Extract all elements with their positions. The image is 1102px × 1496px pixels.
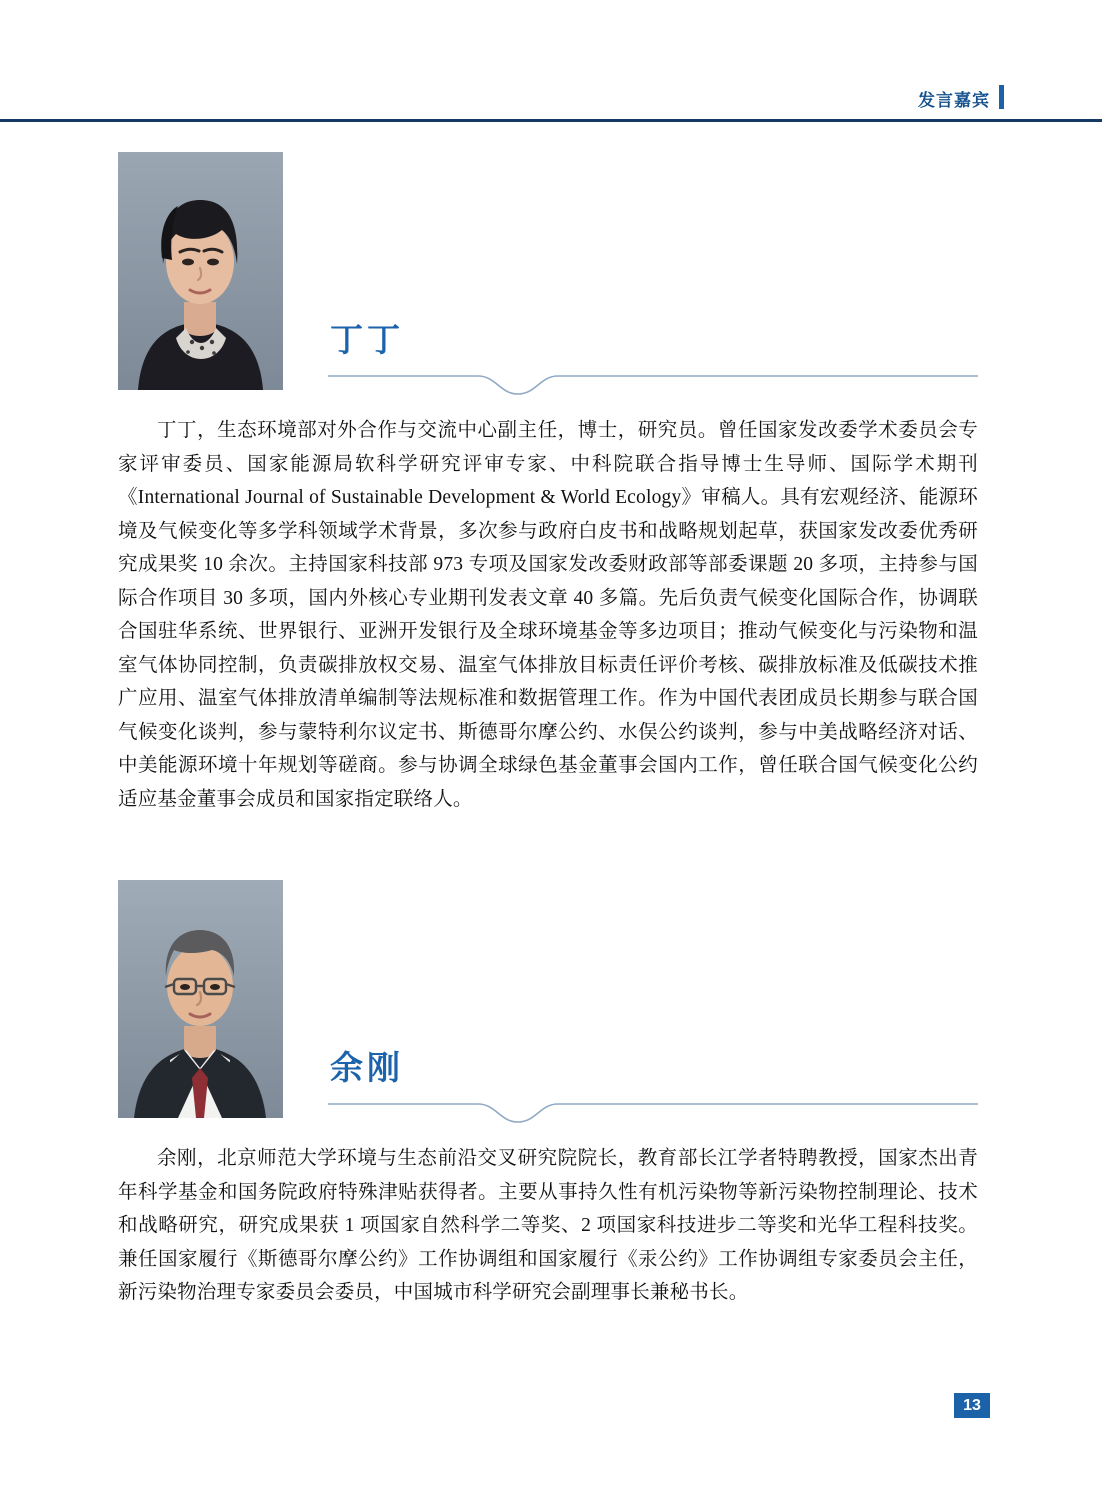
name-divider — [328, 374, 978, 396]
header-accent-tick — [999, 85, 1004, 109]
avatar — [118, 880, 283, 1118]
avatar — [118, 152, 283, 390]
speaker-name: 丁丁 — [330, 321, 404, 358]
speaker-bio: 丁丁，生态环境部对外合作与交流中心副主任，博士，研究员。曾任国家发改委学术委员会专家评审委员、国家能源局软科学研究评审专家、中科院联合指导博士生导师、国际学术期刊《International Journal of Sustainable Development & World Ecology》审稿人。具有宏观经济、能源环境及气候变化等多学科领域学术背景，多次参与政府白皮书和战略规划起草，获国家发改委优秀研究成果奖 10 余次。主持国家科技部 973 专项及国家发改委财政部等部委课题 20 多项，主持参与国际合作项目 30 多项，国内外核心专业期刊发表文章 40 多篇。先后负责气候变化国际合作，协调联合国驻华系统、世界银行、亚洲开发银行及全球环境基金等多边项目；推动气候变化与污染物和温室气体协同控制，负责碳排放权交易、温室气体排放目标责任评价考核、碳排放标准及低碳技术推广应用、温室气体排放清单编制等法规标准和数据管理工作。作为中国代表团成员长期参与联合国气候变化谈判，参与蒙特利尔议定书、斯德哥尔摩公约、水俣公约谈判，参与中美战略经济对话、中美能源环境十年规划等磋商。参与协调全球绿色基金董事会国内工作，曾任联合国气候变化公约适应基金董事会成员和国家指定联络人。 — [118, 420, 978, 810]
name-divider — [328, 1102, 978, 1124]
section-title: 发言嘉宾 — [918, 91, 990, 110]
page-number: 13 — [954, 1393, 990, 1418]
speaker-bio: 余刚，北京师范大学环境与生态前沿交叉研究院院长，教育部长江学者特聘教授，国家杰出青年科学基金和国务院政府特殊津贴获得者。主要从事持久性有机污染物等新污染物控制理论、技术和战略研究，研究成果获 1 项国家自然科学二等奖、2 项国家科技进步二等奖和光华工程科技奖。兼任国家履行《斯德哥尔摩公约》工作协调组和国家履行《汞公约》工作协调组专家委员会主任，新污染物治理专家委员会委员，中国城市科学研究会副理事长兼秘书长。 — [118, 1148, 978, 1303]
header-rule — [0, 119, 1102, 122]
page-header — [0, 86, 1102, 126]
speaker-name: 余刚 — [330, 1049, 404, 1086]
